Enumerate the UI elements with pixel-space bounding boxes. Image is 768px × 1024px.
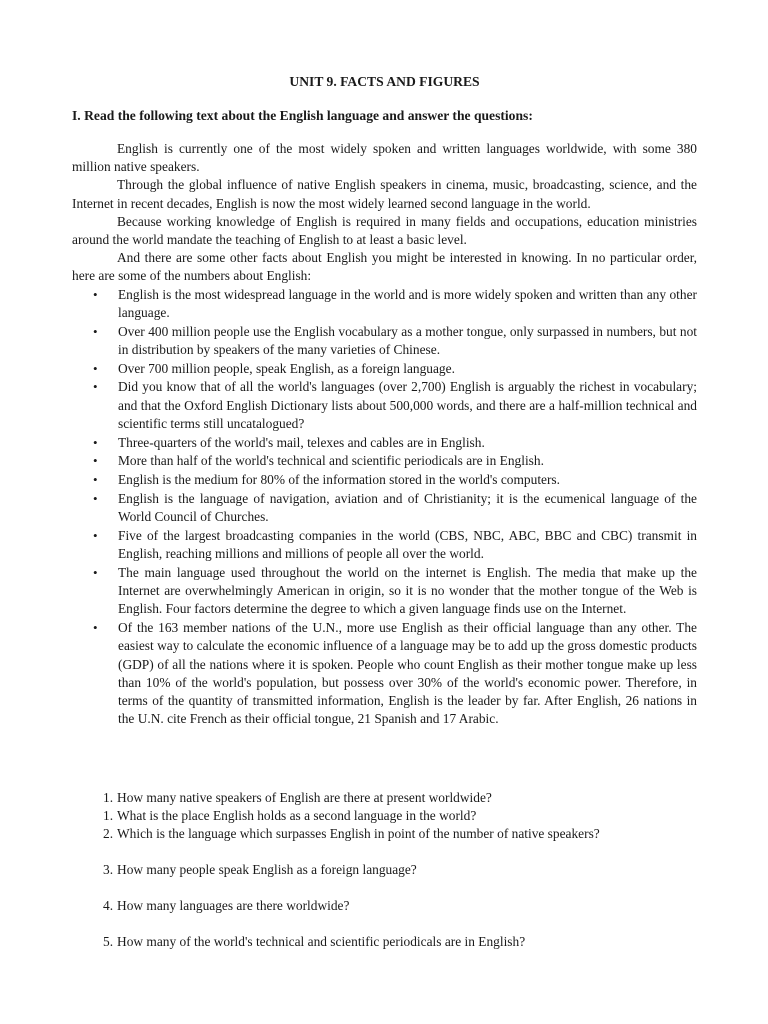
list-item-text: Did you know that of all the world's languages (over 2,700) English is arguably the richest in vocabulary; and that the Oxford English Dictionary lists about 500,000 words, and there are a half-million technical and scientific terms still uncatalogued? (118, 379, 697, 431)
bullet-icon: • (93, 286, 98, 302)
list-item (72, 286, 697, 322)
paragraph: Because working knowledge of English is required in many fields and occupations, education ministries around the world mandate the teaching of English to at least a basic level. (72, 213, 697, 248)
bullet-icon: • (93, 379, 98, 395)
list-item (72, 360, 697, 378)
list-item (72, 378, 697, 433)
question-number: 4. (103, 898, 114, 913)
list-item (72, 323, 697, 359)
question-text: How many languages are there worldwide? (117, 898, 350, 913)
paragraph: And there are some other facts about English you might be interested in knowing. In no particular order, here are some of the numbers about English: (72, 250, 697, 284)
list-item-text: The main language used throughout the world on the internet is English. The media that make up the Internet are overwhelmingly American in origin, so it is no wonder that the mother tongue of the Web is English. Four factors determine the degree to which a given language finds use on the Internet. (118, 565, 697, 617)
list-item-text: English is the medium for 80% of the information stored in the world's computers. (118, 472, 560, 488)
question-number: 1. (103, 790, 114, 805)
list-item (72, 619, 697, 728)
question-text: Which is the language which surpasses English in point of the number of native speakers? (117, 826, 600, 841)
list-item-text: Over 400 million people use the English vocabulary as a mother tongue, only surpassed in numbers, but not in distribution by speakers of the many varieties of Chinese. (118, 323, 697, 357)
bullet-icon: • (93, 323, 98, 339)
bullet-icon: • (93, 360, 98, 376)
list-item (72, 452, 697, 470)
bullet-icon: • (93, 620, 98, 636)
list-item (72, 490, 697, 526)
question-text: How many of the world's technical and scientific periodicals are in English? (117, 934, 526, 949)
list-item (72, 471, 697, 489)
page-title: UNIT 9. FACTS AND FIGURES (289, 74, 480, 89)
question-number: 3. (103, 862, 114, 877)
reading-text (72, 140, 697, 729)
list-item (72, 527, 697, 563)
question-text: How many people speak English as a foreign language? (117, 862, 417, 877)
question-item (103, 825, 600, 843)
question-number: 1. (103, 808, 114, 823)
list-item-text: Over 700 million people, speak English, as a foreign language. (118, 360, 455, 376)
bullet-icon: • (93, 565, 98, 581)
question-item (103, 861, 417, 879)
list-item-text: English is the language of navigation, aviation and of Christianity; it is the ecumenical language of the World Council of Churches. (118, 491, 697, 525)
list-item-text: More than half of the world's technical and scientific periodicals are in English. (118, 453, 544, 469)
list-item-text: English is the most widespread language in the world and is more widely spoken and written than any other language. (118, 286, 697, 320)
paragraph: Through the global influence of native English speakers in cinema, music, broadcasting, science, and the Internet in recent decades, English is now the most widely learned second language in the world. (72, 177, 697, 211)
question-number: 2. (103, 826, 114, 841)
question-text: What is the place English holds as a second language in the world? (117, 808, 477, 823)
list-item (72, 434, 697, 452)
bullet-icon: • (93, 491, 98, 507)
list-item-text: Of the 163 member nations of the U.N., more use English as their official language than any other. The easiest way to calculate the economic influence of a language may be to add up the gross domestic products (GDP) of all the nations where it is spoken. People who count English as their mother tongue make up less than 10% of the world's population, but possess over 30% of the world's economic power. Therefore, in terms of the quantity of transmitted information, English is the leader by far. After English, 26 nations in the U.N. cite French as their official tongue, 21 Spanish and 17 Arabic. (118, 620, 697, 727)
question-item (103, 789, 492, 807)
list-item-text: Five of the largest broadcasting companies in the world (CBS, NBC, ABC, BBC and CBC) transmit in English, reaching millions and millions of people all over the world. (118, 528, 697, 562)
list-item (72, 564, 697, 619)
bullet-icon: • (93, 472, 98, 488)
facts-list (72, 286, 697, 729)
bullet-icon: • (93, 528, 98, 544)
instruction-heading: I. Read the following text about the English language and answer the questions: (72, 108, 533, 123)
question-item (103, 807, 476, 825)
question-number: 5. (103, 934, 114, 949)
paragraph: English is currently one of the most widely spoken and written languages worldwide, with some 380 million native speakers. (72, 141, 697, 175)
bullet-icon: • (93, 434, 98, 450)
question-item (103, 897, 349, 915)
bullet-icon: • (93, 453, 98, 469)
list-item-text: Three-quarters of the world's mail, telexes and cables are in English. (118, 434, 485, 450)
question-item (103, 933, 525, 951)
question-text: How many native speakers of English are there at present worldwide? (117, 790, 492, 805)
